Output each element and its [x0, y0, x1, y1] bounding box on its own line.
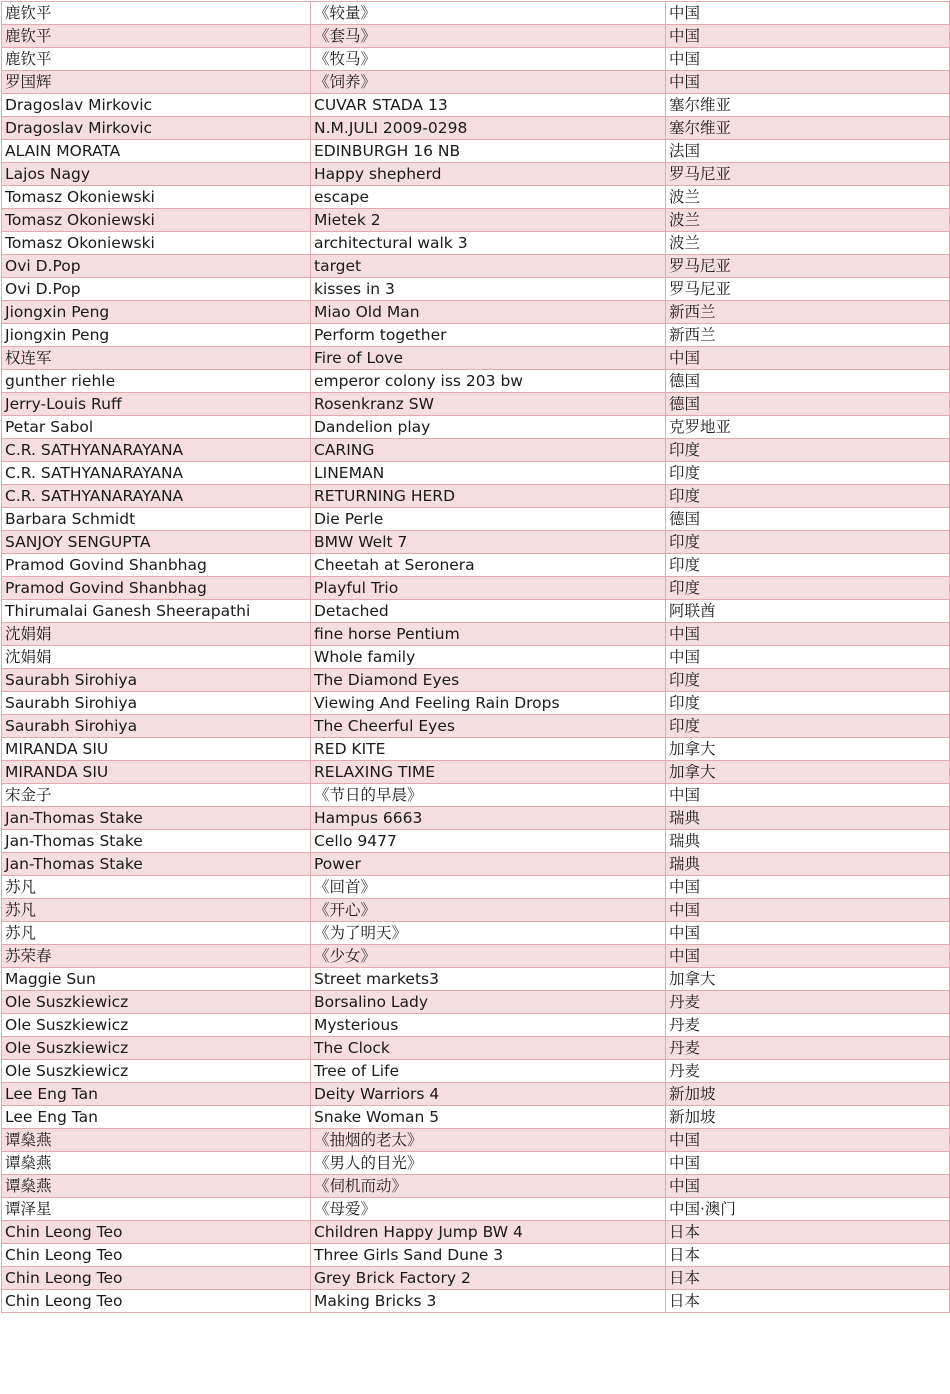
title-cell: 《节日的早晨》 — [311, 784, 666, 807]
country-cell: 塞尔维亚 — [666, 117, 950, 140]
title-cell: Grey Brick Factory 2 — [311, 1267, 666, 1290]
author-cell: MIRANDA SIU — [2, 738, 311, 761]
table-row — [2, 1037, 950, 1060]
country-cell: 德国 — [666, 393, 950, 416]
table-row — [2, 370, 950, 393]
country-cell: 丹麦 — [666, 1037, 950, 1060]
country-cell: 印度 — [666, 577, 950, 600]
country-cell: 克罗地亚 — [666, 416, 950, 439]
author-cell: 谭燊燕 — [2, 1129, 311, 1152]
country-cell: 中国 — [666, 1129, 950, 1152]
entries-table — [1, 1, 950, 1313]
country-cell: 瑞典 — [666, 830, 950, 853]
table-row — [2, 876, 950, 899]
country-cell: 波兰 — [666, 186, 950, 209]
title-cell: Three Girls Sand Dune 3 — [311, 1244, 666, 1267]
table-row — [2, 692, 950, 715]
table-row — [2, 393, 950, 416]
author-cell: C.R. SATHYANARAYANA — [2, 485, 311, 508]
country-cell: 中国·澳门 — [666, 1198, 950, 1221]
table-row — [2, 1198, 950, 1221]
author-cell: 苏荣春 — [2, 945, 311, 968]
table-row — [2, 899, 950, 922]
table-row — [2, 1152, 950, 1175]
title-cell: Whole family — [311, 646, 666, 669]
title-cell: RETURNING HERD — [311, 485, 666, 508]
table-row — [2, 807, 950, 830]
author-cell: Saurabh Sirohiya — [2, 715, 311, 738]
table-row — [2, 1083, 950, 1106]
title-cell: CUVAR STADA 13 — [311, 94, 666, 117]
title-cell: CARING — [311, 439, 666, 462]
author-cell: gunther riehle — [2, 370, 311, 393]
author-cell: Thirumalai Ganesh Sheerapathi — [2, 600, 311, 623]
table-row — [2, 761, 950, 784]
country-cell: 中国 — [666, 71, 950, 94]
table-row — [2, 301, 950, 324]
table-row — [2, 117, 950, 140]
country-cell: 瑞典 — [666, 853, 950, 876]
title-cell: The Diamond Eyes — [311, 669, 666, 692]
table-row — [2, 945, 950, 968]
country-cell: 新加坡 — [666, 1083, 950, 1106]
table-row — [2, 209, 950, 232]
author-cell: 鹿钦平 — [2, 48, 311, 71]
author-cell: Saurabh Sirohiya — [2, 692, 311, 715]
table-row — [2, 1290, 950, 1313]
author-cell: Dragoslav Mirkovic — [2, 117, 311, 140]
country-cell: 中国 — [666, 784, 950, 807]
author-cell: C.R. SATHYANARAYANA — [2, 462, 311, 485]
author-cell: 谭燊燕 — [2, 1175, 311, 1198]
author-cell: Chin Leong Teo — [2, 1290, 311, 1313]
title-cell: architectural walk 3 — [311, 232, 666, 255]
title-cell: Mysterious — [311, 1014, 666, 1037]
title-cell: Snake Woman 5 — [311, 1106, 666, 1129]
table-row — [2, 1106, 950, 1129]
table-row — [2, 2, 950, 25]
author-cell: 鹿钦平 — [2, 25, 311, 48]
title-cell: 《少女》 — [311, 945, 666, 968]
author-cell: Jiongxin Peng — [2, 324, 311, 347]
country-cell: 印度 — [666, 554, 950, 577]
country-cell: 印度 — [666, 692, 950, 715]
country-cell: 中国 — [666, 25, 950, 48]
table-row — [2, 669, 950, 692]
author-cell: Ovi D.Pop — [2, 255, 311, 278]
title-cell: escape — [311, 186, 666, 209]
title-cell: 《伺机而动》 — [311, 1175, 666, 1198]
author-cell: 苏凡 — [2, 876, 311, 899]
author-cell: Maggie Sun — [2, 968, 311, 991]
title-cell: Deity Warriors 4 — [311, 1083, 666, 1106]
author-cell: Jan-Thomas Stake — [2, 830, 311, 853]
country-cell: 加拿大 — [666, 738, 950, 761]
country-cell: 波兰 — [666, 209, 950, 232]
author-cell: Jan-Thomas Stake — [2, 853, 311, 876]
country-cell: 新加坡 — [666, 1106, 950, 1129]
country-cell: 新西兰 — [666, 301, 950, 324]
country-cell: 中国 — [666, 48, 950, 71]
author-cell: Lee Eng Tan — [2, 1083, 311, 1106]
author-cell: 谭泽星 — [2, 1198, 311, 1221]
author-cell: Pramod Govind Shanbhag — [2, 577, 311, 600]
title-cell: Fire of Love — [311, 347, 666, 370]
country-cell: 印度 — [666, 669, 950, 692]
table-row — [2, 738, 950, 761]
title-cell: Playful Trio — [311, 577, 666, 600]
title-cell: Street markets3 — [311, 968, 666, 991]
author-cell: Jerry-Louis Ruff — [2, 393, 311, 416]
title-cell: RELAXING TIME — [311, 761, 666, 784]
country-cell: 罗马尼亚 — [666, 278, 950, 301]
title-cell: fine horse Pentium — [311, 623, 666, 646]
country-cell: 中国 — [666, 876, 950, 899]
author-cell: Ole Suszkiewicz — [2, 991, 311, 1014]
title-cell: 《男人的目光》 — [311, 1152, 666, 1175]
table-row — [2, 830, 950, 853]
country-cell: 波兰 — [666, 232, 950, 255]
author-cell: Dragoslav Mirkovic — [2, 94, 311, 117]
country-cell: 塞尔维亚 — [666, 94, 950, 117]
title-cell: 《回首》 — [311, 876, 666, 899]
country-cell: 日本 — [666, 1244, 950, 1267]
table-row — [2, 94, 950, 117]
author-cell: Jiongxin Peng — [2, 301, 311, 324]
title-cell: kisses in 3 — [311, 278, 666, 301]
author-cell: Ole Suszkiewicz — [2, 1037, 311, 1060]
country-cell: 中国 — [666, 1175, 950, 1198]
table-row — [2, 232, 950, 255]
table-row — [2, 600, 950, 623]
author-cell: 权连军 — [2, 347, 311, 370]
title-cell: Children Happy Jump BW 4 — [311, 1221, 666, 1244]
table-row — [2, 646, 950, 669]
country-cell: 印度 — [666, 485, 950, 508]
table-row — [2, 163, 950, 186]
country-cell: 新西兰 — [666, 324, 950, 347]
title-cell: Viewing And Feeling Rain Drops — [311, 692, 666, 715]
country-cell: 丹麦 — [666, 1060, 950, 1083]
table-row — [2, 991, 950, 1014]
title-cell: 《牧马》 — [311, 48, 666, 71]
title-cell: emperor colony iss 203 bw — [311, 370, 666, 393]
table-row — [2, 1221, 950, 1244]
table-row — [2, 531, 950, 554]
entries-table-body — [2, 2, 950, 1313]
author-cell: Lajos Nagy — [2, 163, 311, 186]
table-row — [2, 1129, 950, 1152]
table-row — [2, 1060, 950, 1083]
country-cell: 中国 — [666, 646, 950, 669]
table-row — [2, 140, 950, 163]
title-cell: N.M.JULI 2009-0298 — [311, 117, 666, 140]
author-cell: 谭燊燕 — [2, 1152, 311, 1175]
author-cell: 宋金子 — [2, 784, 311, 807]
country-cell: 中国 — [666, 1152, 950, 1175]
country-cell: 日本 — [666, 1290, 950, 1313]
title-cell: Rosenkranz SW — [311, 393, 666, 416]
title-cell: Tree of Life — [311, 1060, 666, 1083]
author-cell: 沈娟娟 — [2, 646, 311, 669]
title-cell: Miao Old Man — [311, 301, 666, 324]
author-cell: Tomasz Okoniewski — [2, 186, 311, 209]
title-cell: Detached — [311, 600, 666, 623]
title-cell: Mietek 2 — [311, 209, 666, 232]
title-cell: 《开心》 — [311, 899, 666, 922]
author-cell: Ole Suszkiewicz — [2, 1060, 311, 1083]
table-row — [2, 623, 950, 646]
country-cell: 加拿大 — [666, 761, 950, 784]
author-cell: Tomasz Okoniewski — [2, 209, 311, 232]
author-cell: Ovi D.Pop — [2, 278, 311, 301]
author-cell: Pramod Govind Shanbhag — [2, 554, 311, 577]
title-cell: Cello 9477 — [311, 830, 666, 853]
author-cell: SANJOY SENGUPTA — [2, 531, 311, 554]
table-row — [2, 324, 950, 347]
table-row — [2, 462, 950, 485]
table-row — [2, 1175, 950, 1198]
author-cell: Saurabh Sirohiya — [2, 669, 311, 692]
title-cell: 《抽烟的老太》 — [311, 1129, 666, 1152]
country-cell: 阿联酋 — [666, 600, 950, 623]
title-cell: The Cheerful Eyes — [311, 715, 666, 738]
country-cell: 印度 — [666, 439, 950, 462]
title-cell: Cheetah at Seronera — [311, 554, 666, 577]
title-cell: Happy shepherd — [311, 163, 666, 186]
title-cell: 《较量》 — [311, 2, 666, 25]
country-cell: 德国 — [666, 370, 950, 393]
title-cell: BMW Welt 7 — [311, 531, 666, 554]
author-cell: 苏凡 — [2, 899, 311, 922]
country-cell: 中国 — [666, 945, 950, 968]
table-row — [2, 48, 950, 71]
title-cell: Hampus 6663 — [311, 807, 666, 830]
country-cell: 中国 — [666, 899, 950, 922]
title-cell: 《套马》 — [311, 25, 666, 48]
country-cell: 瑞典 — [666, 807, 950, 830]
author-cell: 苏凡 — [2, 922, 311, 945]
table-row — [2, 25, 950, 48]
author-cell: 鹿钦平 — [2, 2, 311, 25]
table-row — [2, 186, 950, 209]
country-cell: 印度 — [666, 462, 950, 485]
author-cell: Petar Sabol — [2, 416, 311, 439]
country-cell: 印度 — [666, 531, 950, 554]
table-row — [2, 255, 950, 278]
table-row — [2, 1244, 950, 1267]
author-cell: Tomasz Okoniewski — [2, 232, 311, 255]
table-row — [2, 715, 950, 738]
title-cell: Borsalino Lady — [311, 991, 666, 1014]
table-row — [2, 922, 950, 945]
table-row — [2, 439, 950, 462]
title-cell: Die Perle — [311, 508, 666, 531]
country-cell: 罗马尼亚 — [666, 163, 950, 186]
table-row — [2, 508, 950, 531]
author-cell: MIRANDA SIU — [2, 761, 311, 784]
title-cell: Making Bricks 3 — [311, 1290, 666, 1313]
title-cell: target — [311, 255, 666, 278]
country-cell: 罗马尼亚 — [666, 255, 950, 278]
title-cell: 《饲养》 — [311, 71, 666, 94]
table-row — [2, 416, 950, 439]
country-cell: 丹麦 — [666, 1014, 950, 1037]
country-cell: 日本 — [666, 1221, 950, 1244]
author-cell: Barbara Schmidt — [2, 508, 311, 531]
table-row — [2, 968, 950, 991]
country-cell: 加拿大 — [666, 968, 950, 991]
title-cell: 《母爱》 — [311, 1198, 666, 1221]
table-row — [2, 1014, 950, 1037]
title-cell: 《为了明天》 — [311, 922, 666, 945]
title-cell: RED KITE — [311, 738, 666, 761]
table-row — [2, 278, 950, 301]
table-row — [2, 577, 950, 600]
table-row — [2, 485, 950, 508]
country-cell: 法国 — [666, 140, 950, 163]
title-cell: Dandelion play — [311, 416, 666, 439]
table-row — [2, 71, 950, 94]
author-cell: Chin Leong Teo — [2, 1244, 311, 1267]
table-row — [2, 853, 950, 876]
country-cell: 德国 — [666, 508, 950, 531]
author-cell: Lee Eng Tan — [2, 1106, 311, 1129]
author-cell: 罗国辉 — [2, 71, 311, 94]
country-cell: 中国 — [666, 347, 950, 370]
author-cell: Chin Leong Teo — [2, 1267, 311, 1290]
table-row — [2, 1267, 950, 1290]
author-cell: Ole Suszkiewicz — [2, 1014, 311, 1037]
country-cell: 日本 — [666, 1267, 950, 1290]
country-cell: 中国 — [666, 922, 950, 945]
title-cell: Perform together — [311, 324, 666, 347]
author-cell: Chin Leong Teo — [2, 1221, 311, 1244]
country-cell: 印度 — [666, 715, 950, 738]
author-cell: ALAIN MORATA — [2, 140, 311, 163]
title-cell: Power — [311, 853, 666, 876]
author-cell: C.R. SATHYANARAYANA — [2, 439, 311, 462]
author-cell: 沈娟娟 — [2, 623, 311, 646]
title-cell: EDINBURGH 16 NB — [311, 140, 666, 163]
table-row — [2, 347, 950, 370]
table-row — [2, 554, 950, 577]
author-cell: Jan-Thomas Stake — [2, 807, 311, 830]
country-cell: 中国 — [666, 2, 950, 25]
country-cell: 中国 — [666, 623, 950, 646]
table-row — [2, 784, 950, 807]
title-cell: LINEMAN — [311, 462, 666, 485]
title-cell: The Clock — [311, 1037, 666, 1060]
country-cell: 丹麦 — [666, 991, 950, 1014]
